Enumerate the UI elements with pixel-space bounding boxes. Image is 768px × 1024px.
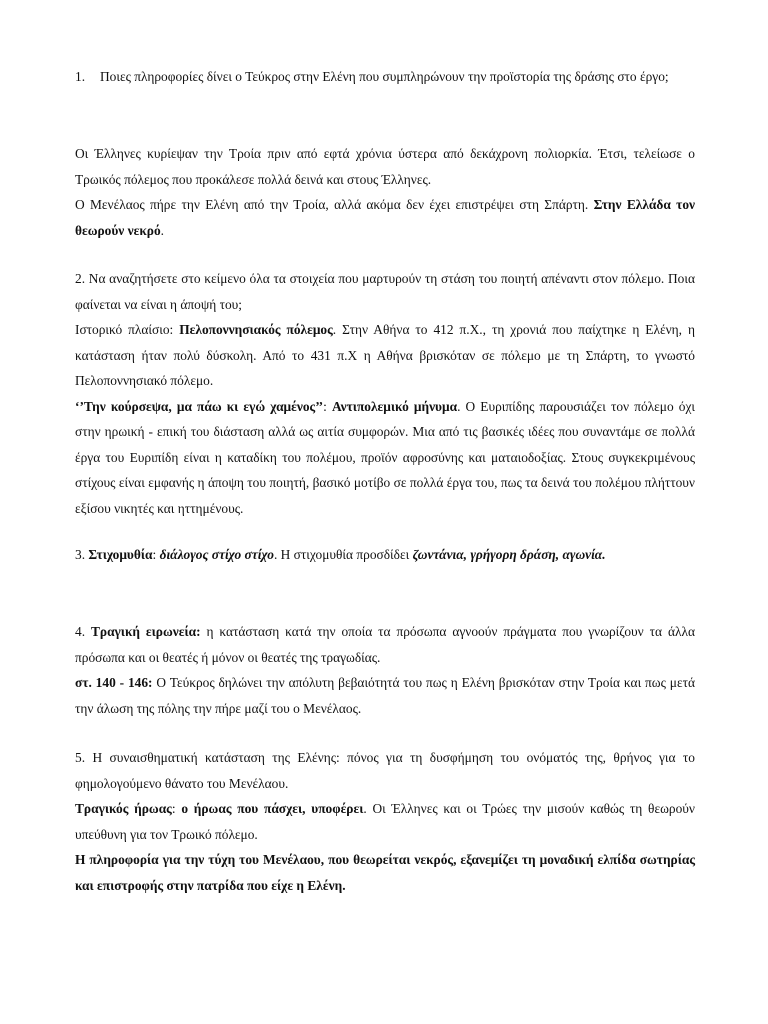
question-4-number: 4. (75, 624, 86, 639)
question-1 (75, 64, 695, 90)
answer-1-text: Ο Μενέλαος πήρε την Ελένη από την Τροία, αλλά ακόμα δεν έχει επιστρέψει στη Σπάρτη. (75, 197, 589, 212)
question-2-text: 2. Να αναζητήσετε στο κείμενο όλα τα στοιχεία που μαρτυρούν τη στάση του ποιητή απέναντι στον πόλεμο. Ποια φαίνεται να είναι η άποψή του; (75, 271, 695, 312)
question-3 (75, 542, 695, 568)
stichomythia-def: διάλογος στίχο στίχο (159, 547, 274, 562)
section-question-4 (75, 619, 695, 721)
anti-war-text: . Ο Ευριπίδης παρουσιάζει τον πόλεμο όχι στην ηρωική - επική του διάσταση αλλά ως αιτία συμφορών. Μια από τις βασικές ιδέες που συναντάμε σε πολλά έργα του Ευριπίδη είναι η καταδίκη του πολέμου, προϊόν αφροσύνης και ματαιοδοξίας. Στους συγκεκριμένους στίχους είναι εμφανής η άποψη του ποιητή, βασικό μοτίβο σε πολλά έργα του, πως τα δεινά του πολέμου πλήττουν εξίσου νικητές και ηττημένους. (75, 398, 695, 516)
answer-1-bold: Στην Ελλάδα τον θεωρούν νεκρό (75, 197, 696, 238)
verses-label: στ. 140 - 146: (75, 675, 153, 690)
final-paragraph (75, 847, 695, 898)
stichomythia-term: Στιχομυθία (88, 547, 153, 562)
section-question-1 (75, 64, 695, 90)
section-question-5 (75, 745, 695, 898)
quote: ‘’Την κούρσεψα, μα πάω κι εγώ χαμένος’’ (75, 398, 324, 414)
question-3-mid: . Η στιχομυθία προσδίδει (273, 547, 410, 562)
context-bold: Πελοποννησιακός πόλεμος (179, 322, 333, 337)
context-label: Ιστορικό πλαίσιο: (75, 322, 174, 337)
final-bold: Η πληροφορία για την τύχη του Μενέλαου, που θεωρείται νεκρός, εξανεμίζει τη μοναδική ελπίδα σωτηρίας και επιστροφής στην πατρίδα που είχε η Ελένη. (75, 852, 695, 893)
verses-text: Ο Τεύκρος δηλώνει την απόλυτη βεβαιότητά του πως η Ελένη βρισκόταν στην Τροία και πως μετά την άλωση της πόλης την πήρε μαζί του ο Μενέλαος. (75, 675, 695, 716)
answer-1-paragraph-1: Οι Έλληνες κυρίεψαν την Τροία πριν από εφτά χρόνια ύστερα από δεκάχρονη πολιορκία. Έτσι, τελείωσε ο Τρωικός πόλεμος που προκάλεσε πολλά δεινά και στους Έλληνες. (75, 146, 695, 187)
hero-colon: : (171, 801, 176, 816)
tragic-irony-def: η κατάσταση κατά την οποία τα πρόσωπα αγνοούν πράγματα που γνωρίζουν τα άλλα πρόσωπα και οι θεατές ή μόνον οι θεατές της τραγωδίας. (75, 624, 695, 665)
anti-war-paragraph (75, 394, 695, 522)
historical-context (75, 317, 695, 394)
section-question-2 (75, 266, 695, 521)
tragic-hero-term: Τραγικός ήρωας (75, 801, 172, 816)
quote-colon: : (323, 398, 327, 414)
stichomythia-effects: ζωντάνια, γρήγορη δράση, αγωνία. (412, 547, 606, 562)
section-answer-1 (75, 141, 695, 243)
context-text: . Στην Αθήνα το 412 π.Χ., τη χρονιά που παίχτηκε η Ελένη, η κατάσταση ήταν πολύ δύσκολη. Από το 431 π.Χ η Αθήνα βρισκόταν σε πόλεμο με τη Σπάρτη, το γνωστό Πελοποννησιακό πόλεμο. (75, 322, 695, 388)
question-4 (75, 619, 695, 670)
tragic-irony-term: Τραγική ειρωνεία: (90, 624, 201, 639)
tragic-hero-text: . Οι Έλληνες και οι Τρώες την μισούν καθώς τη θεωρούν υπεύθυνη για τον Τρωικό πόλεμο. (75, 801, 695, 842)
anti-war-message: Αντιπολεμικό μήνυμα (331, 398, 458, 414)
question-5-intro: 5. Η συναισθηματική κατάσταση της Ελένης: πόνος για τη δυσφήμηση του ονόματός της, θρήνος για το φημολογούμενο θάνατο του Μενέλαου. (75, 750, 695, 791)
answer-1-end: . (160, 222, 164, 238)
tragic-hero-paragraph (75, 796, 695, 847)
tragic-hero-def: ο ήρωας που πάσχει, υποφέρει (181, 801, 364, 816)
question-1-number: 1. (75, 69, 86, 84)
section-question-3 (75, 542, 695, 568)
question-3-number: 3. (75, 547, 86, 562)
question-1-text: Ποιες πληροφορίες δίνει ο Τεύκρος στην Ελένη που συμπληρώνουν την προϊστορία της δράσης στο έργο; (100, 69, 669, 84)
verses-paragraph (75, 670, 695, 721)
term-colon: : (152, 547, 157, 562)
answer-1-paragraph-2 (75, 192, 695, 243)
